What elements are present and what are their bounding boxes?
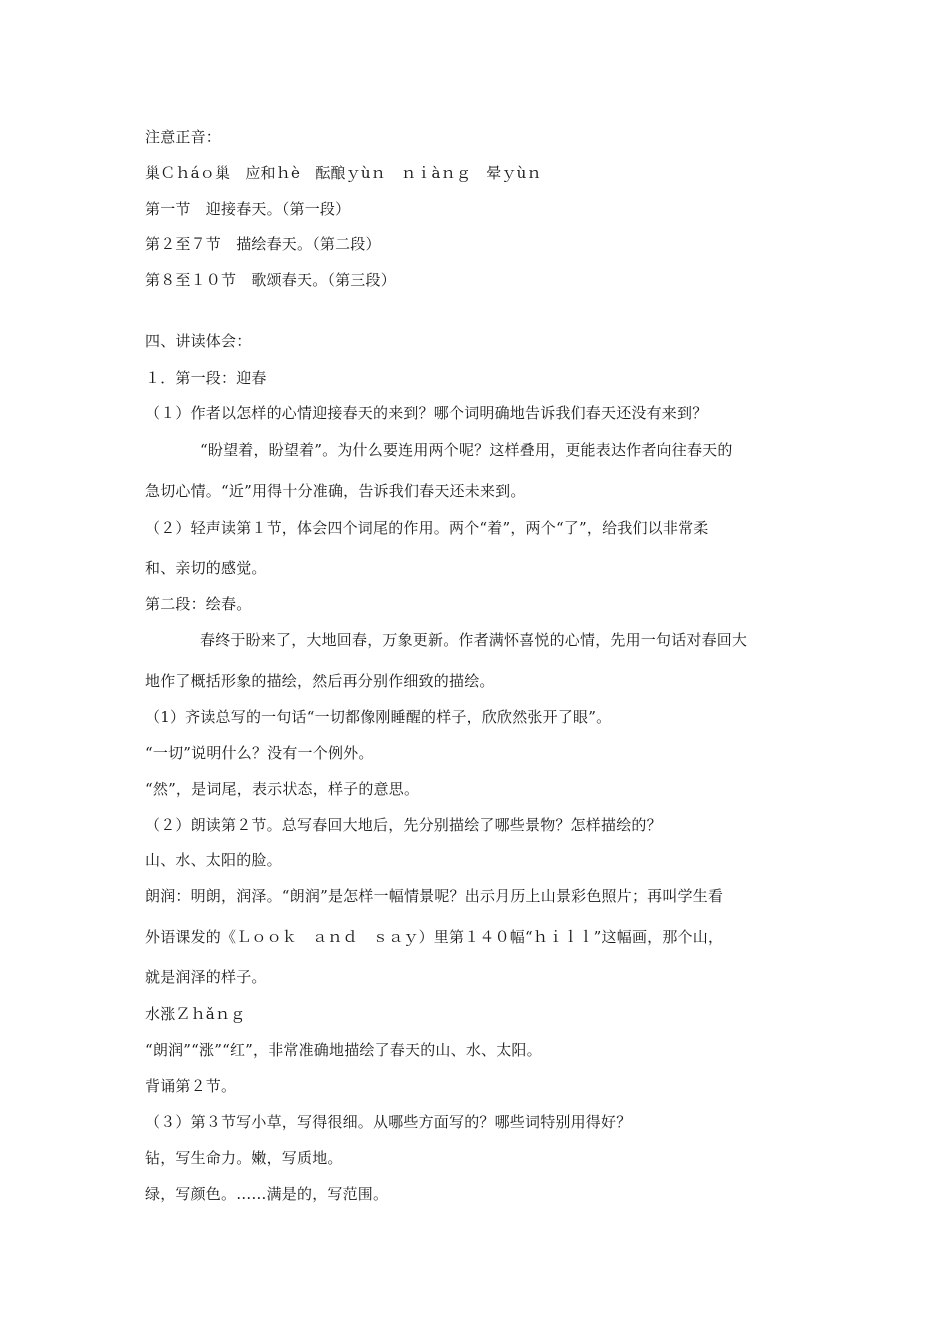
question-2-line-2: 和、亲切的感觉。 — [145, 559, 267, 577]
sub-question-2: （２）朗读第２节。总写春回大地后，先分别描绘了哪些景物？怎样描绘的？ — [145, 816, 662, 834]
first-paragraph-heading: １．第一段：迎春 — [145, 369, 267, 387]
yiqie-explanation: “一切”说明什么？没有一个例外。 — [145, 744, 374, 762]
intro-line-2: 地作了概括形象的描绘，然后再分别作细致的描绘。 — [145, 672, 495, 690]
langrun-line-1: 朗润：明朗，润泽。“朗润”是怎样一幅情景呢？出示月历上山景彩色照片；再叫学生看 — [145, 887, 724, 905]
note-heading: 注意正音： — [145, 128, 222, 146]
question-1: （１）作者以怎样的心情迎接春天的来到？哪个词明确地告诉我们春天还没有来到？ — [145, 404, 708, 422]
shuizhang-line: 水涨Ｚｈǎｎｇ — [145, 1005, 246, 1023]
ran-explanation: “然”，是词尾，表示状态，样子的意思。 — [145, 780, 420, 798]
section-2-line: 第２至７节 描绘春天。（第二段） — [145, 235, 381, 253]
answer-1-line-1: “盼望着，盼望着”。为什么要连用两个呢？这样叠用，更能表达作者向往春天的 — [200, 441, 733, 459]
langrun-line-3: 就是润泽的样子。 — [145, 968, 267, 986]
recite-line: 背诵第２节。 — [145, 1077, 237, 1095]
summary-line: “朗润”“涨”“红”，非常准确地描绘了春天的山、水、太阳。 — [145, 1041, 542, 1059]
second-paragraph-heading: 第二段：绘春。 — [145, 595, 252, 613]
grass-answer-2: 绿，写颜色。……满是的，写范围。 — [145, 1185, 389, 1203]
scenery-list: 山、水、太阳的脸。 — [145, 851, 282, 869]
pronunciation-line: 巢Ｃｈáｏ巢 应和ｈè 酝酿ｙùｎ ｎｉàｎｇ 晕ｙùｎ — [145, 164, 542, 182]
section-1-line: 第一节 迎接春天。（第一段） — [145, 200, 351, 218]
answer-1-line-2: 急切心情。“近”用得十分准确，告诉我们春天还未来到。 — [145, 482, 526, 500]
intro-line-1: 春终于盼来了，大地回春，万象更新。作者满怀喜悦的心情，先用一句话对春回大 — [200, 631, 748, 649]
part-four-heading: 四、讲读体会： — [145, 332, 252, 350]
sub-question-1: （1）齐读总写的一句话“一切都像刚睡醒的样子，欣欣然张开了眼”。 — [145, 708, 612, 726]
langrun-line-2: 外语课发的《Ｌｏｏｋ ａｎｄ ｓａｙ）里第１４０幅“ｈｉｌｌ”这幅画，那个山， — [145, 928, 724, 946]
question-2-line-1: （２）轻声读第１节，体会四个词尾的作用。两个“着”，两个“了”，给我们以非常柔 — [145, 519, 709, 537]
sub-question-3: （３）第３节写小草，写得很细。从哪些方面写的？哪些词特别用得好？ — [145, 1113, 632, 1131]
section-3-line: 第８至１０节 歌颂春天。（第三段） — [145, 271, 396, 289]
grass-answer-1: 钻，写生命力。嫩，写质地。 — [145, 1149, 343, 1167]
